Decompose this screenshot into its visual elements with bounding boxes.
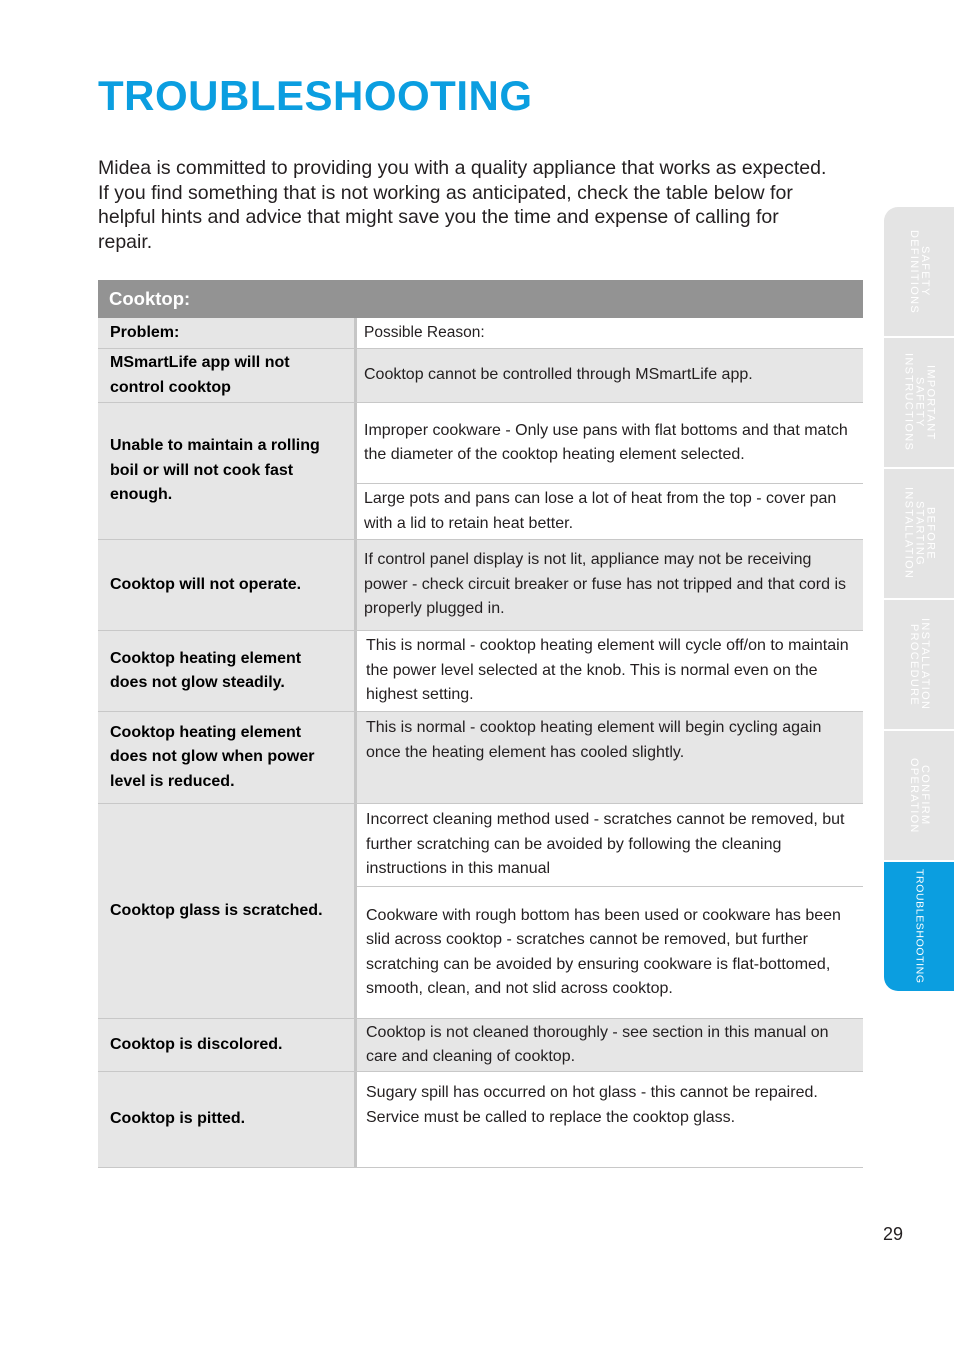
problem-cell: Cooktop is discolored. xyxy=(98,1019,357,1071)
reason-cell: If control panel display is not lit, appliance may not be receiving power - check circuit breaker or fuse has not tripped and that cord is properly plugged in. xyxy=(357,540,863,630)
side-tab-before-starting-installation[interactable] xyxy=(884,469,954,598)
reason-cell: This is normal - cooktop heating element will cycle off/on to maintain the power level selected at the knob. This is normal even on the highest setting. xyxy=(366,637,849,704)
problem-cell: Cooktop will not operate. xyxy=(98,540,357,630)
intro-paragraph: Midea is committed to providing you with a quality appliance that works as expected. If you find something that is not working as anticipated, check the table below for helpful hints and advice that might save you the time and expense of calling for repair. xyxy=(98,157,827,253)
reason-cell: Sugary spill has occurred on hot glass - this cannot be repaired. Service must be called to replace the cooktop glass. xyxy=(366,1084,818,1126)
problem-cell: Cooktop heating element does not glow when power level is reduced. xyxy=(98,712,357,803)
reason-cell: Incorrect cleaning method used - scratches cannot be removed, but further scratching can be avoided by following the cleaning instructions in this manual xyxy=(366,811,845,878)
side-tab-label: TROUBLESHOOTING xyxy=(913,869,926,984)
reason-cell: Cookware with rough bottom has been used or cookware has been slid across cooktop - scratches cannot be removed, but further scratching can be avoided by ensuring cookware is flat-bottomed, smooth, clean, and not slid across cooktop. xyxy=(357,886,863,1018)
table-row xyxy=(98,804,863,1019)
page-title: TROUBLESHOOTING xyxy=(98,72,533,119)
side-tab-important-safety-instructions[interactable] xyxy=(884,338,954,467)
side-tab-safety-definitions[interactable] xyxy=(884,207,954,336)
side-tab-label: BEFORE STARTING INSTALLATION xyxy=(902,487,937,580)
side-tab-troubleshooting[interactable] xyxy=(884,862,954,991)
table-header-row xyxy=(98,318,863,349)
table-row xyxy=(98,349,863,403)
side-tab-confirm-operation[interactable] xyxy=(884,731,954,860)
side-tab-label: CONFIRM OPERATION xyxy=(908,757,931,834)
problem-cell: MSmartLife app will not control cooktop xyxy=(98,349,357,402)
table-row xyxy=(98,403,863,540)
problem-cell: Cooktop glass is scratched. xyxy=(98,804,357,1018)
table-row xyxy=(98,1072,863,1168)
table-section-title: Cooktop: xyxy=(98,280,863,318)
side-tab-installation-procedure[interactable] xyxy=(884,600,954,729)
problem-cell: Cooktop heating element does not glow steadily. xyxy=(98,631,357,711)
page-number: 29 xyxy=(883,1224,904,1244)
side-tab-label: INSTALLATION PROCEDURE xyxy=(908,618,931,711)
column-header-problem: Problem: xyxy=(98,318,357,348)
table-row xyxy=(98,712,863,804)
troubleshooting-table xyxy=(98,280,863,1168)
table-row xyxy=(98,540,863,631)
side-tab-label: IMPORTANT SAFETY INSTRUCTIONS xyxy=(902,353,937,452)
reason-cell: This is normal - cooktop heating element will begin cycling again once the heating element has cooled slightly. xyxy=(357,712,863,803)
side-tab-label: SAFETY DEFINITIONS xyxy=(908,229,931,314)
problem-cell: Unable to maintain a rolling boil or will not cook fast enough. xyxy=(98,403,357,539)
section-side-tabs xyxy=(884,207,954,993)
problem-cell: Cooktop is pitted. xyxy=(98,1072,357,1167)
table-row xyxy=(98,1019,863,1072)
table-row xyxy=(98,631,863,712)
column-header-reason: Possible Reason: xyxy=(364,323,485,341)
reason-cell: Large pots and pans can lose a lot of heat from the top - cover pan with a lid to retain heat better. xyxy=(357,483,863,539)
reason-cell: Cooktop cannot be controlled through MSmartLife app. xyxy=(357,349,863,402)
reason-cell: Cooktop is not cleaned thoroughly - see section in this manual on care and cleaning of cooktop. xyxy=(357,1019,863,1071)
reason-cell: Improper cookware - Only use pans with flat bottoms and that match the diameter of the cooktop heating element selected. xyxy=(364,421,848,463)
